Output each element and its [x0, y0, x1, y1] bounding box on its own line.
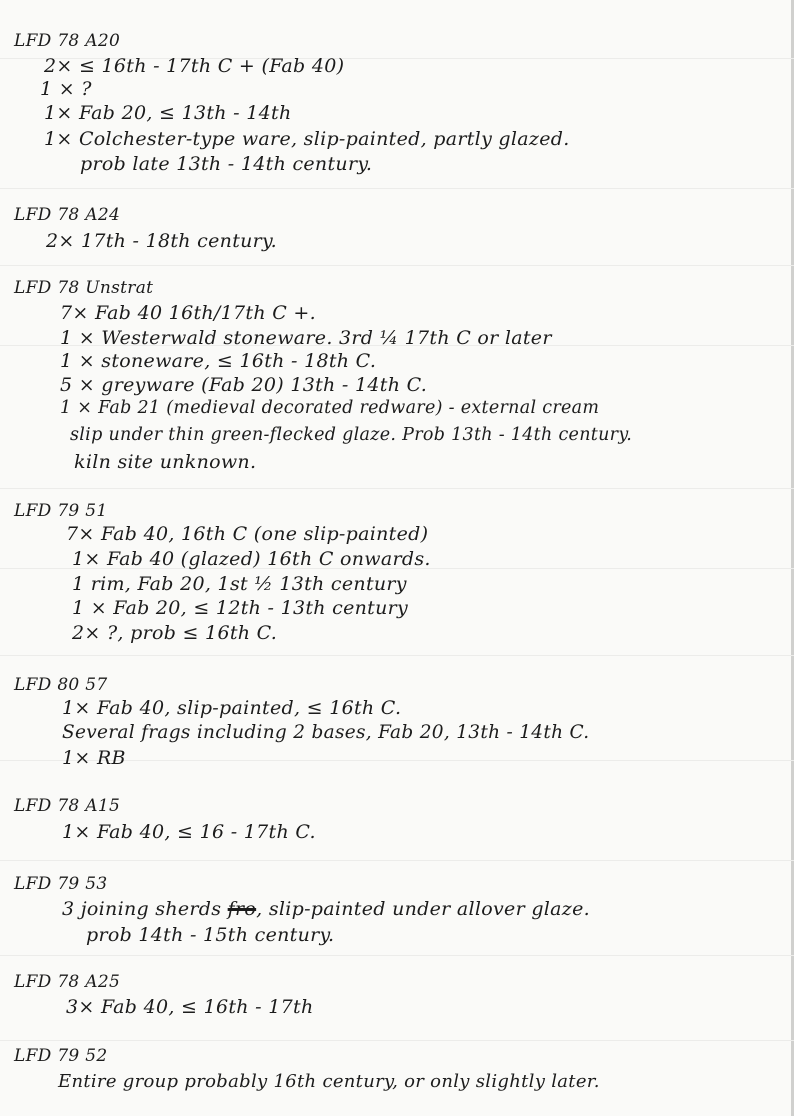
entry-line: 1 × ?	[40, 78, 92, 100]
entry-line: 2× 17th - 18th century.	[46, 230, 277, 252]
entry-heading: LFD 79 53	[14, 874, 108, 894]
entry-line: 3× Fab 40, ≤ 16th - 17th	[66, 996, 314, 1018]
entry-line: 1× Fab 40 (glazed) 16th C onwards.	[72, 548, 431, 570]
entry-line: 1× RB	[62, 747, 126, 769]
entry-heading: LFD 80 57	[14, 675, 108, 695]
entry-line: 1 × Fab 20, ≤ 12th - 13th century	[72, 597, 409, 619]
entry-line: 1 × stoneware, ≤ 16th - 18th C.	[60, 350, 377, 372]
entry-heading: LFD 78 Unstrat	[14, 278, 154, 298]
entry-line: 1× Fab 20, ≤ 13th - 14th	[44, 102, 292, 124]
entry-line: 2× ?, prob ≤ 16th C.	[72, 622, 278, 644]
entry-line: 1 × Westerwald stoneware. 3rd ¼ 17th C or later	[60, 327, 552, 349]
entry-line: 1× Fab 40, slip-painted, ≤ 16th C.	[62, 697, 402, 719]
entry-line: 2× ≤ 16th - 17th C + (Fab 40)	[44, 55, 345, 77]
entry-line: 1 rim, Fab 20, 1st ½ 13th century	[72, 573, 407, 595]
entry-line: 1 × Fab 21 (medieval decorated redware) - external cream	[60, 398, 600, 418]
entry-line: Several frags including 2 bases, Fab 20, 13th - 14th C.	[62, 722, 590, 743]
entry-line: 7× Fab 40 16th/17th C +.	[60, 302, 316, 324]
entry-heading: LFD 78 A20	[14, 31, 121, 51]
entry-heading: LFD 79 52	[14, 1046, 108, 1066]
entry-line: 7× Fab 40, 16th C (one slip-painted)	[66, 523, 429, 545]
entry-line: 5 × greyware (Fab 20) 13th - 14th C.	[60, 374, 428, 396]
entry-line: 1× Colchester-type ware, slip-painted, partly glazed.	[44, 128, 570, 150]
entry-heading: LFD 79 51	[14, 501, 108, 521]
entry-line: 1× Fab 40, ≤ 16 - 17th C.	[62, 821, 316, 843]
entry-line: kiln site unknown.	[74, 451, 257, 473]
struck-out-text: fro	[227, 898, 257, 920]
entry-line: prob 14th - 15th century.	[86, 924, 335, 946]
entry-line: slip under thin green-flecked glaze. Prob 13th - 14th century.	[70, 425, 633, 445]
entry-line-text: , slip-painted under allover glaze.	[256, 898, 590, 920]
entry-heading: LFD 78 A24	[14, 205, 121, 225]
entry-heading: LFD 78 A15	[14, 796, 121, 816]
entry-line	[62, 898, 590, 920]
entry-line: prob late 13th - 14th century.	[80, 153, 373, 175]
entry-line: Entire group probably 16th century, or only slightly later.	[58, 1071, 600, 1092]
entry-line-text: 3 joining sherds	[62, 898, 222, 920]
entry-heading: LFD 78 A25	[14, 972, 121, 992]
